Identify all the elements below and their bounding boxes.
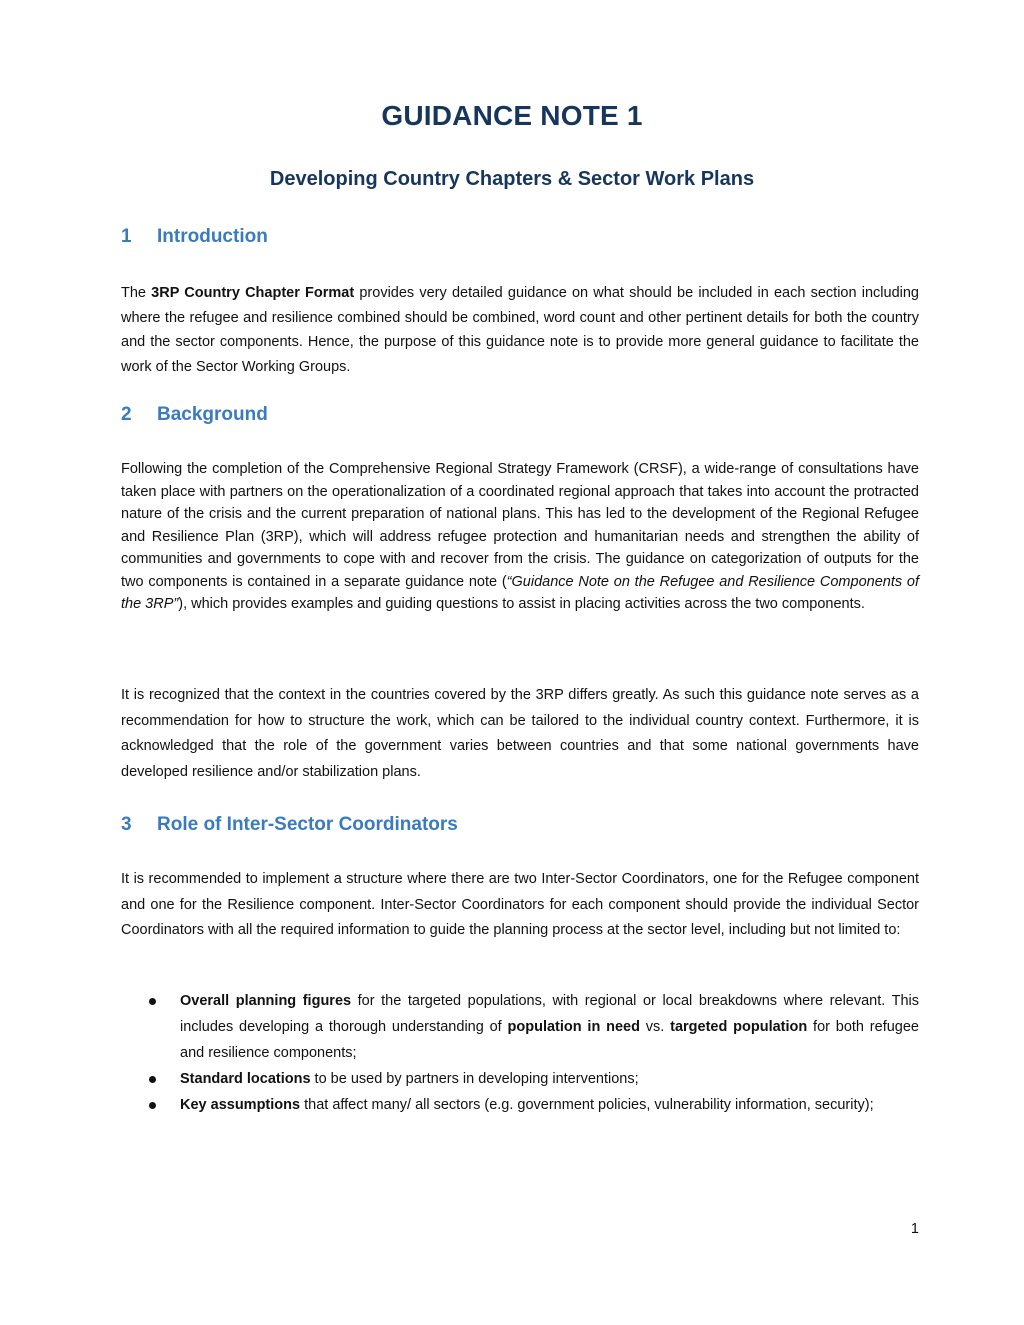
- text-run: The: [121, 285, 152, 301]
- list-item: [121, 1092, 919, 1118]
- section-heading-background: [121, 404, 268, 426]
- bullet-icon: [149, 1076, 156, 1083]
- section-number: 2: [121, 404, 132, 425]
- text-run: It is recognized that the context in the countries covered by the 3RP differs greatly. As such this guidance note serves as a recommendation for how to structure the work, which can be tailored to the individual country context. Furthermore, it is acknowledged that the role of the government varies between countries and that some national governments have developed resilience and/or stabilization plans.: [121, 687, 919, 780]
- introduction-paragraph: [121, 281, 919, 379]
- text-run: provides very detailed guidance on what should be included in each section including where the refugee and resilience combined should be combined, word count and other pertinent details for both the country and the sector components. Hence, the purpose of this guidance note is to provide more general guidance to facilitate the work of the Sector Working Groups.: [121, 285, 919, 375]
- bold-term: 3RP Country Chapter Format: [151, 285, 355, 301]
- planning-bullet-list: [121, 988, 919, 1118]
- section-number: 1: [121, 226, 132, 247]
- section-heading-introduction: [121, 226, 268, 248]
- section-number: 3: [121, 814, 132, 835]
- bold-term: targeted population: [670, 1019, 808, 1035]
- document-subtitle: Developing Country Chapters & Sector Work Plans: [269, 168, 755, 190]
- bold-term: Standard locations: [180, 1071, 311, 1087]
- background-paragraph-1: [121, 458, 919, 616]
- list-item: [121, 1066, 919, 1092]
- text-run: that affect many/ all sectors (e.g. government policies, vulnerability information, security);: [300, 1097, 874, 1113]
- text-run: to be used by partners in developing interventions;: [310, 1071, 639, 1087]
- bullet-icon: [149, 998, 156, 1005]
- bold-term: Overall planning figures: [180, 993, 352, 1009]
- document-title: GUIDANCE NOTE 1: [381, 100, 643, 131]
- role-paragraph: [121, 867, 919, 944]
- bold-term: population in need: [507, 1019, 640, 1035]
- text-run: vs.: [639, 1019, 671, 1035]
- text-run: ), which provides examples and guiding questions to assist in placing activities across the two components.: [178, 596, 865, 612]
- list-item: [121, 988, 919, 1066]
- text-run: for both refugee and resilience components;: [180, 1019, 919, 1061]
- text-run: Following the completion of the Comprehensive Regional Strategy Framework (CRSF), a wide-range of consultations have taken place with partners on the operationalization of a coordinated regional approach that takes into account the protracted nature of the crisis and the current preparation of national plans. This has led to the development of the Regional Refugee and Resilience Plan (3RP), which will address refugee protection and humanitarian needs and strengthen the ability of communities and governments to cope with and recover from the crisis. The guidance on categorization of outputs for the two components is contained in a separate guidance note (: [121, 461, 919, 590]
- section-heading-role: [121, 814, 458, 836]
- section-title: Background: [157, 404, 268, 425]
- page-number: 1: [910, 1221, 919, 1237]
- text-run: It is recommended to implement a structure where there are two Inter-Sector Coordinators, one for the Refugee component and one for the Resilience component. Inter-Sector Coordinators for each component should provide the individual Sector Coordinators with all the required information to guide the planning process at the sector level, including but not limited to:: [121, 871, 919, 938]
- section-title: Introduction: [157, 226, 268, 247]
- bullet-icon: [149, 1102, 156, 1109]
- bold-term: Key assumptions: [180, 1097, 301, 1113]
- section-title: Role of Inter-Sector Coordinators: [157, 814, 458, 835]
- background-paragraph-2: [121, 683, 919, 785]
- text-run: for the targeted populations, with regional or local breakdowns where relevant. This includes developing a thorough understanding of: [180, 993, 919, 1035]
- italic-reference: “Guidance Note on the Refugee and Resilience Components of the 3RP”: [121, 573, 919, 612]
